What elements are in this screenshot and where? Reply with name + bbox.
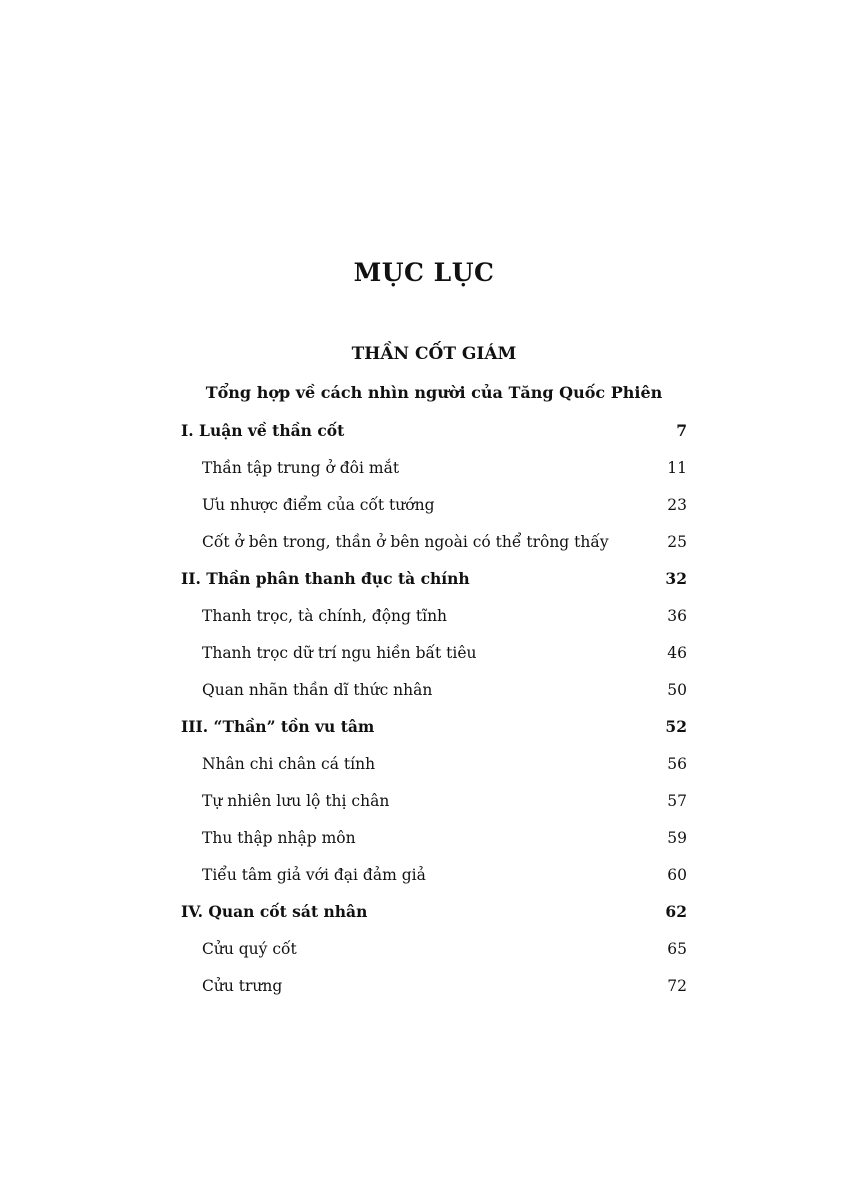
toc-chapter-1[interactable]: [181, 420, 687, 457]
toc-page-number: 7: [676, 421, 687, 440]
toc-section[interactable]: [181, 679, 687, 716]
book-title: THẦN CỐT GIÁM: [351, 344, 517, 364]
toc-entry-label: Quan nhãn thần dĩ thức nhân: [202, 681, 433, 699]
toc-section[interactable]: [181, 975, 687, 1012]
toc-entry-label: I. Luận về thần cốt: [181, 421, 345, 440]
toc-entry-label: Thanh trọc dữ trí ngu hiền bất tiêu: [202, 644, 477, 662]
toc-entry-label: Ưu nhược điểm của cốt tướng: [202, 496, 435, 514]
toc-section[interactable]: [181, 494, 687, 531]
toc-section[interactable]: [181, 457, 687, 494]
toc-entry-label: Cốt ở bên trong, thần ở bên ngoài có thể trông thấy: [202, 533, 609, 551]
toc-section[interactable]: [181, 642, 687, 679]
toc-page-number: 46: [667, 644, 687, 662]
toc-page-number: 57: [667, 792, 687, 810]
toc-entry-label: Tiểu tâm giả với đại đảm giả: [202, 866, 426, 884]
toc-chapter-4[interactable]: [181, 901, 687, 938]
toc-entry-label: Thần tập trung ở đôi mắt: [202, 459, 400, 477]
toc-page-number: 25: [667, 533, 687, 551]
toc-entry-label: Thanh trọc, tà chính, động tĩnh: [202, 607, 448, 625]
toc-entry-label: Cửu quý cốt: [202, 940, 297, 958]
toc-entry-label: Tự nhiên lưu lộ thị chân: [202, 792, 390, 810]
toc-section[interactable]: [181, 531, 687, 568]
table-of-contents: [181, 420, 687, 1012]
toc-section[interactable]: [181, 938, 687, 975]
toc-page-number: 36: [667, 607, 687, 625]
toc-page-number: 11: [667, 459, 687, 477]
toc-page-number: 72: [667, 977, 687, 995]
toc-page-number: 59: [667, 829, 687, 847]
toc-section[interactable]: [181, 864, 687, 901]
toc-page-number: 50: [667, 681, 687, 699]
toc-page-number: 56: [667, 755, 687, 773]
toc-section[interactable]: [181, 605, 687, 642]
book-subtitle: Tổng hợp về cách nhìn người của Tăng Quốc Phiên: [205, 383, 663, 402]
toc-section[interactable]: [181, 753, 687, 790]
toc-entry-label: III. “Thần” tồn vu tâm: [181, 717, 375, 736]
toc-chapter-2[interactable]: [181, 568, 687, 605]
toc-entry-label: Cửu trưng: [202, 977, 283, 995]
page-title: MỤC LỤC: [353, 258, 495, 287]
toc-entry-label: IV. Quan cốt sát nhân: [181, 902, 368, 921]
toc-chapter-3[interactable]: [181, 716, 687, 753]
toc-entry-label: Nhân chi chân cá tính: [202, 755, 376, 773]
toc-page-number: 52: [665, 717, 687, 736]
toc-entry-label: Thu thập nhập môn: [202, 829, 356, 847]
toc-entry-label: II. Thần phân thanh đục tà chính: [181, 569, 470, 588]
toc-page-number: 23: [667, 496, 687, 514]
toc-section[interactable]: [181, 827, 687, 864]
toc-page-number: 32: [665, 569, 687, 588]
toc-page-number: 62: [665, 902, 687, 921]
toc-page-number: 60: [667, 866, 687, 884]
toc-section[interactable]: [181, 790, 687, 827]
toc-page-number: 65: [667, 940, 687, 958]
